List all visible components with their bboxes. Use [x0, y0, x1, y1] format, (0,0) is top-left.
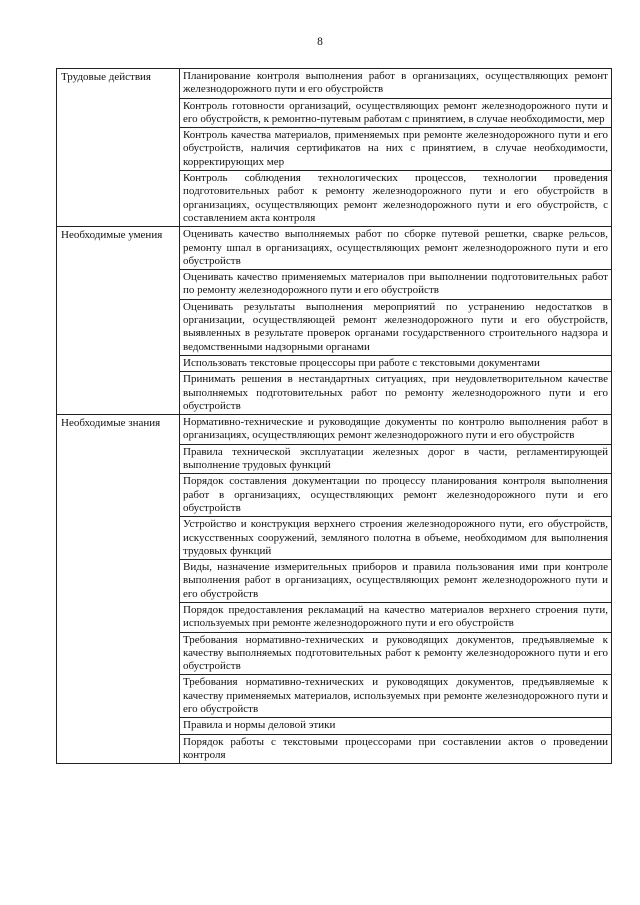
list-item: Контроль готовности организаций, осуществляющих ремонт железнодорожного пути и его обустройств, к ремонтно-путевым работам с принятием, в случае необходимости, мер — [180, 98, 612, 128]
list-item: Правила и нормы деловой этики — [180, 718, 612, 734]
table-row — [57, 415, 612, 445]
competency-table — [56, 68, 612, 764]
list-item: Контроль соблюдения технологических процессов, технологии проведения подготовительных работ к ремонту железнодорожного пути и его обустройств в организациях, осуществляющих ремонт железнодорожного пути и его обустройств, с составлением акта контроля — [180, 171, 612, 227]
list-item: Оценивать результаты выполнения мероприятий по устранению недостатков в организации, осуществляющей ремонт железнодорожного пути и его обустройств, выявленных в результате проверок органами государственного строительного надзора и ведомственными надзорными органами — [180, 299, 612, 355]
section-label-required-knowledge: Необходимые знания — [57, 415, 180, 764]
list-item: Устройство и конструкция верхнего строения железнодорожного пути, его обустройств, искусственных сооружений, земляного полотна в объеме, необходимом для выполнения трудовых функций — [180, 517, 612, 560]
list-item: Планирование контроля выполнения работ в организациях, осуществляющих ремонт железнодорожного пути и его обустройств — [180, 69, 612, 99]
list-item: Требования нормативно-технических и руководящих документов, предъявляемые к качеству выполняемых подготовительных работ к ремонту железнодорожного пути и его обустройств — [180, 632, 612, 675]
list-item: Требования нормативно-технических и руководящих документов, предъявляемые к качеству применяемых материалов, используемых при ремонте железнодорожного пути и его обустройств — [180, 675, 612, 718]
list-item: Порядок работы с текстовыми процессорами при составлении актов о проведении контроля — [180, 734, 612, 764]
list-item: Виды, назначение измерительных приборов и правила пользования ими при контроле выполнения работ в организациях, осуществляющих ремонт железнодорожного пути и его обустройств — [180, 560, 612, 603]
list-item: Оценивать качество применяемых материалов при выполнении подготовительных работ по ремонту железнодорожного пути и его обустройств — [180, 270, 612, 300]
page-number: 8 — [317, 36, 323, 48]
list-item: Оценивать качество выполняемых работ по сборке путевой решетки, сварке рельсов, ремонту шпал в организациях, осуществляющих ремонт железнодорожного пути и его обустройств — [180, 227, 612, 270]
list-item: Использовать текстовые процессоры при работе с текстовыми документами — [180, 355, 612, 371]
list-item: Принимать решения в нестандартных ситуациях, при неудовлетворительном качестве выполняемых подготовительных работ по ремонту железнодорожного пути и его обустройств — [180, 372, 612, 415]
section-label-required-skills: Необходимые умения — [57, 227, 180, 415]
list-item: Контроль качества материалов, применяемых при ремонте железнодорожного пути и его обустройств, наличия сертификатов на них с принятием, в случае необходимости, корректирующих мер — [180, 128, 612, 171]
list-item: Порядок предоставления рекламаций на качество материалов верхнего строения пути, используемых при ремонте железнодорожного пути и его обустройств — [180, 602, 612, 632]
list-item: Нормативно-технические и руководящие документы по контролю выполнения работ в организациях, осуществляющих ремонт железнодорожного пути и его обустройств — [180, 415, 612, 445]
section-label-labor-actions: Трудовые действия — [57, 69, 180, 227]
table-row — [57, 227, 612, 270]
list-item: Порядок составления документации по процессу планирования контроля выполнения работ в организациях, осуществляющих ремонт железнодорожного пути и его обустройств — [180, 474, 612, 517]
list-item: Правила технической эксплуатации железных дорог в части, регламентирующей выполнение трудовых функций — [180, 444, 612, 474]
table-row — [57, 69, 612, 99]
